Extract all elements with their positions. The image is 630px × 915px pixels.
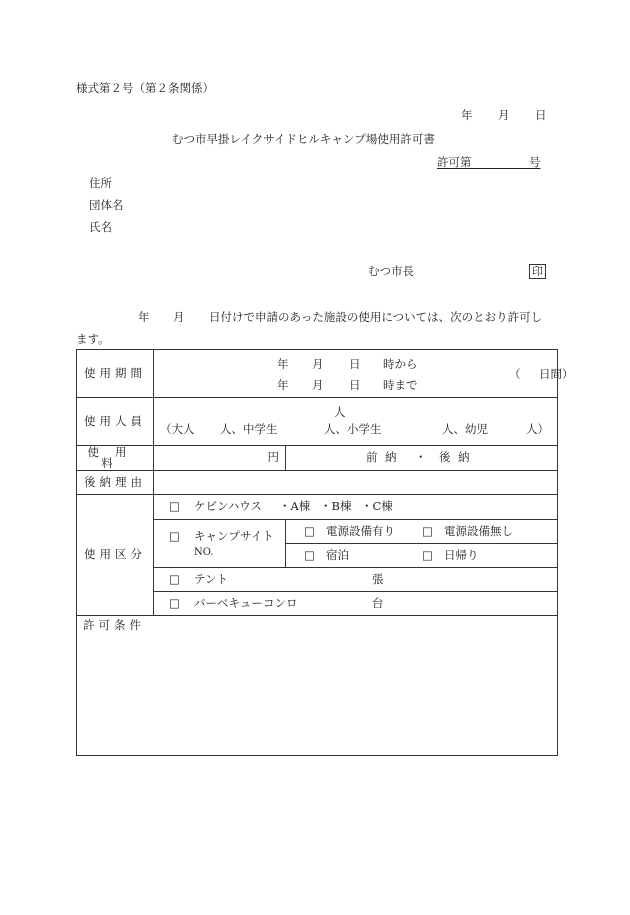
people-junior-high: 人、中学生: [220, 422, 278, 436]
power-no-checkbox[interactable]: □: [422, 524, 433, 538]
period-from-time: 時から: [383, 357, 418, 371]
payment-dot: ・: [415, 450, 427, 464]
tent-cell: [154, 568, 558, 592]
power-no-label: 電源設備無し: [444, 524, 513, 538]
stay-label: 宿泊: [326, 548, 349, 562]
stay-cell: [286, 544, 558, 568]
people-adult: （大人: [160, 422, 195, 436]
mayor-label: むつ市長: [368, 264, 414, 278]
tent-checkbox[interactable]: □: [169, 572, 180, 586]
intro-month: 月: [173, 310, 185, 324]
cabin-cell: [154, 495, 558, 520]
bbq-cell: [154, 592, 558, 616]
group-name-label: 団体名: [89, 198, 124, 212]
payment-mae: 前: [366, 450, 378, 464]
fee-amount-cell: [154, 446, 286, 471]
campsite-cell: [154, 520, 286, 568]
period-from-month: 月: [312, 357, 324, 371]
payment-nou-1: 納: [385, 450, 397, 464]
power-cell: [286, 520, 558, 544]
payment-nou-2: 納: [458, 450, 470, 464]
period-days-open: （: [509, 367, 521, 381]
power-yes-checkbox[interactable]: □: [304, 524, 315, 538]
category-label: 使用区分: [77, 495, 154, 616]
form-number: 様式第２号（第２条関係）: [76, 81, 214, 95]
date-month-label: 月: [498, 108, 510, 122]
campsite-checkbox[interactable]: □: [169, 529, 180, 543]
period-label: 使用期間: [77, 350, 154, 398]
intro-text-end: ます。: [76, 332, 110, 346]
payment-go: 後: [439, 450, 451, 464]
name-label: 氏名: [89, 220, 112, 234]
people-total-unit: 人: [334, 405, 346, 419]
period-to-month: 月: [312, 378, 324, 392]
people-infant: 人、幼児: [442, 422, 488, 436]
day-trip-checkbox[interactable]: □: [422, 548, 433, 562]
reason-label: 後納理由: [77, 471, 154, 495]
period-to-year: 年: [277, 378, 289, 392]
bbq-checkbox[interactable]: □: [169, 596, 180, 610]
conditions-cell: [77, 616, 558, 756]
category-cabin-row: [77, 495, 558, 520]
fee-yen-unit: 円: [267, 450, 279, 465]
reason-value: [154, 471, 558, 495]
conditions-label: 許可条件: [83, 618, 145, 632]
period-days: 日間）: [539, 367, 574, 381]
date-day-label: 日: [535, 108, 547, 122]
conditions-row: [77, 616, 558, 756]
intro-year: 年: [138, 310, 150, 324]
tent-label: テント: [194, 572, 228, 586]
fee-label: 使用料: [77, 446, 154, 471]
permit-table: [76, 349, 574, 756]
stay-checkbox[interactable]: □: [304, 548, 315, 562]
people-elementary: 人、小学生: [324, 422, 382, 436]
period-to-time: 時まで: [383, 378, 418, 392]
people-close: 人）: [526, 422, 549, 436]
tent-unit: 張: [372, 572, 384, 586]
seal-mark: 印: [529, 264, 546, 279]
period-row: [77, 350, 558, 398]
cabin-checkbox[interactable]: □: [169, 499, 180, 513]
day-trip-label: 日帰り: [444, 548, 479, 562]
people-label: 使用人員: [77, 398, 154, 446]
period-from-day: 日: [349, 357, 361, 371]
power-yes-label: 電源設備有り: [326, 524, 395, 538]
people-row: [77, 398, 558, 446]
campsite-label: キャンプサイト: [194, 529, 274, 543]
cabin-b: ・B棟: [320, 499, 352, 513]
bbq-label: バーベキューコンロ: [194, 596, 298, 610]
fee-row: [77, 446, 558, 471]
permit-number: 許可第 号: [437, 155, 541, 169]
intro-text: 日付けで申請のあった施設の使用については、次のとおり許可し: [209, 310, 543, 324]
period-to-day: 日: [349, 378, 361, 392]
cabin-a: ・A棟: [279, 499, 311, 513]
cabin-label: ケビンハウス: [194, 499, 262, 513]
fee-payment-cell: [286, 446, 558, 471]
reason-row: [77, 471, 558, 495]
campsite-number-label: NO.: [194, 547, 214, 558]
period-cell: [154, 350, 574, 398]
people-cell: [154, 398, 558, 446]
period-from-year: 年: [277, 357, 289, 371]
cabin-c: ・C棟: [361, 499, 393, 513]
address-label: 住所: [89, 176, 112, 190]
date-year-label: 年: [461, 108, 473, 122]
bbq-unit: 台: [372, 596, 384, 610]
document-title: むつ市早掛レイクサイドヒルキャンプ場使用許可書: [172, 132, 435, 146]
